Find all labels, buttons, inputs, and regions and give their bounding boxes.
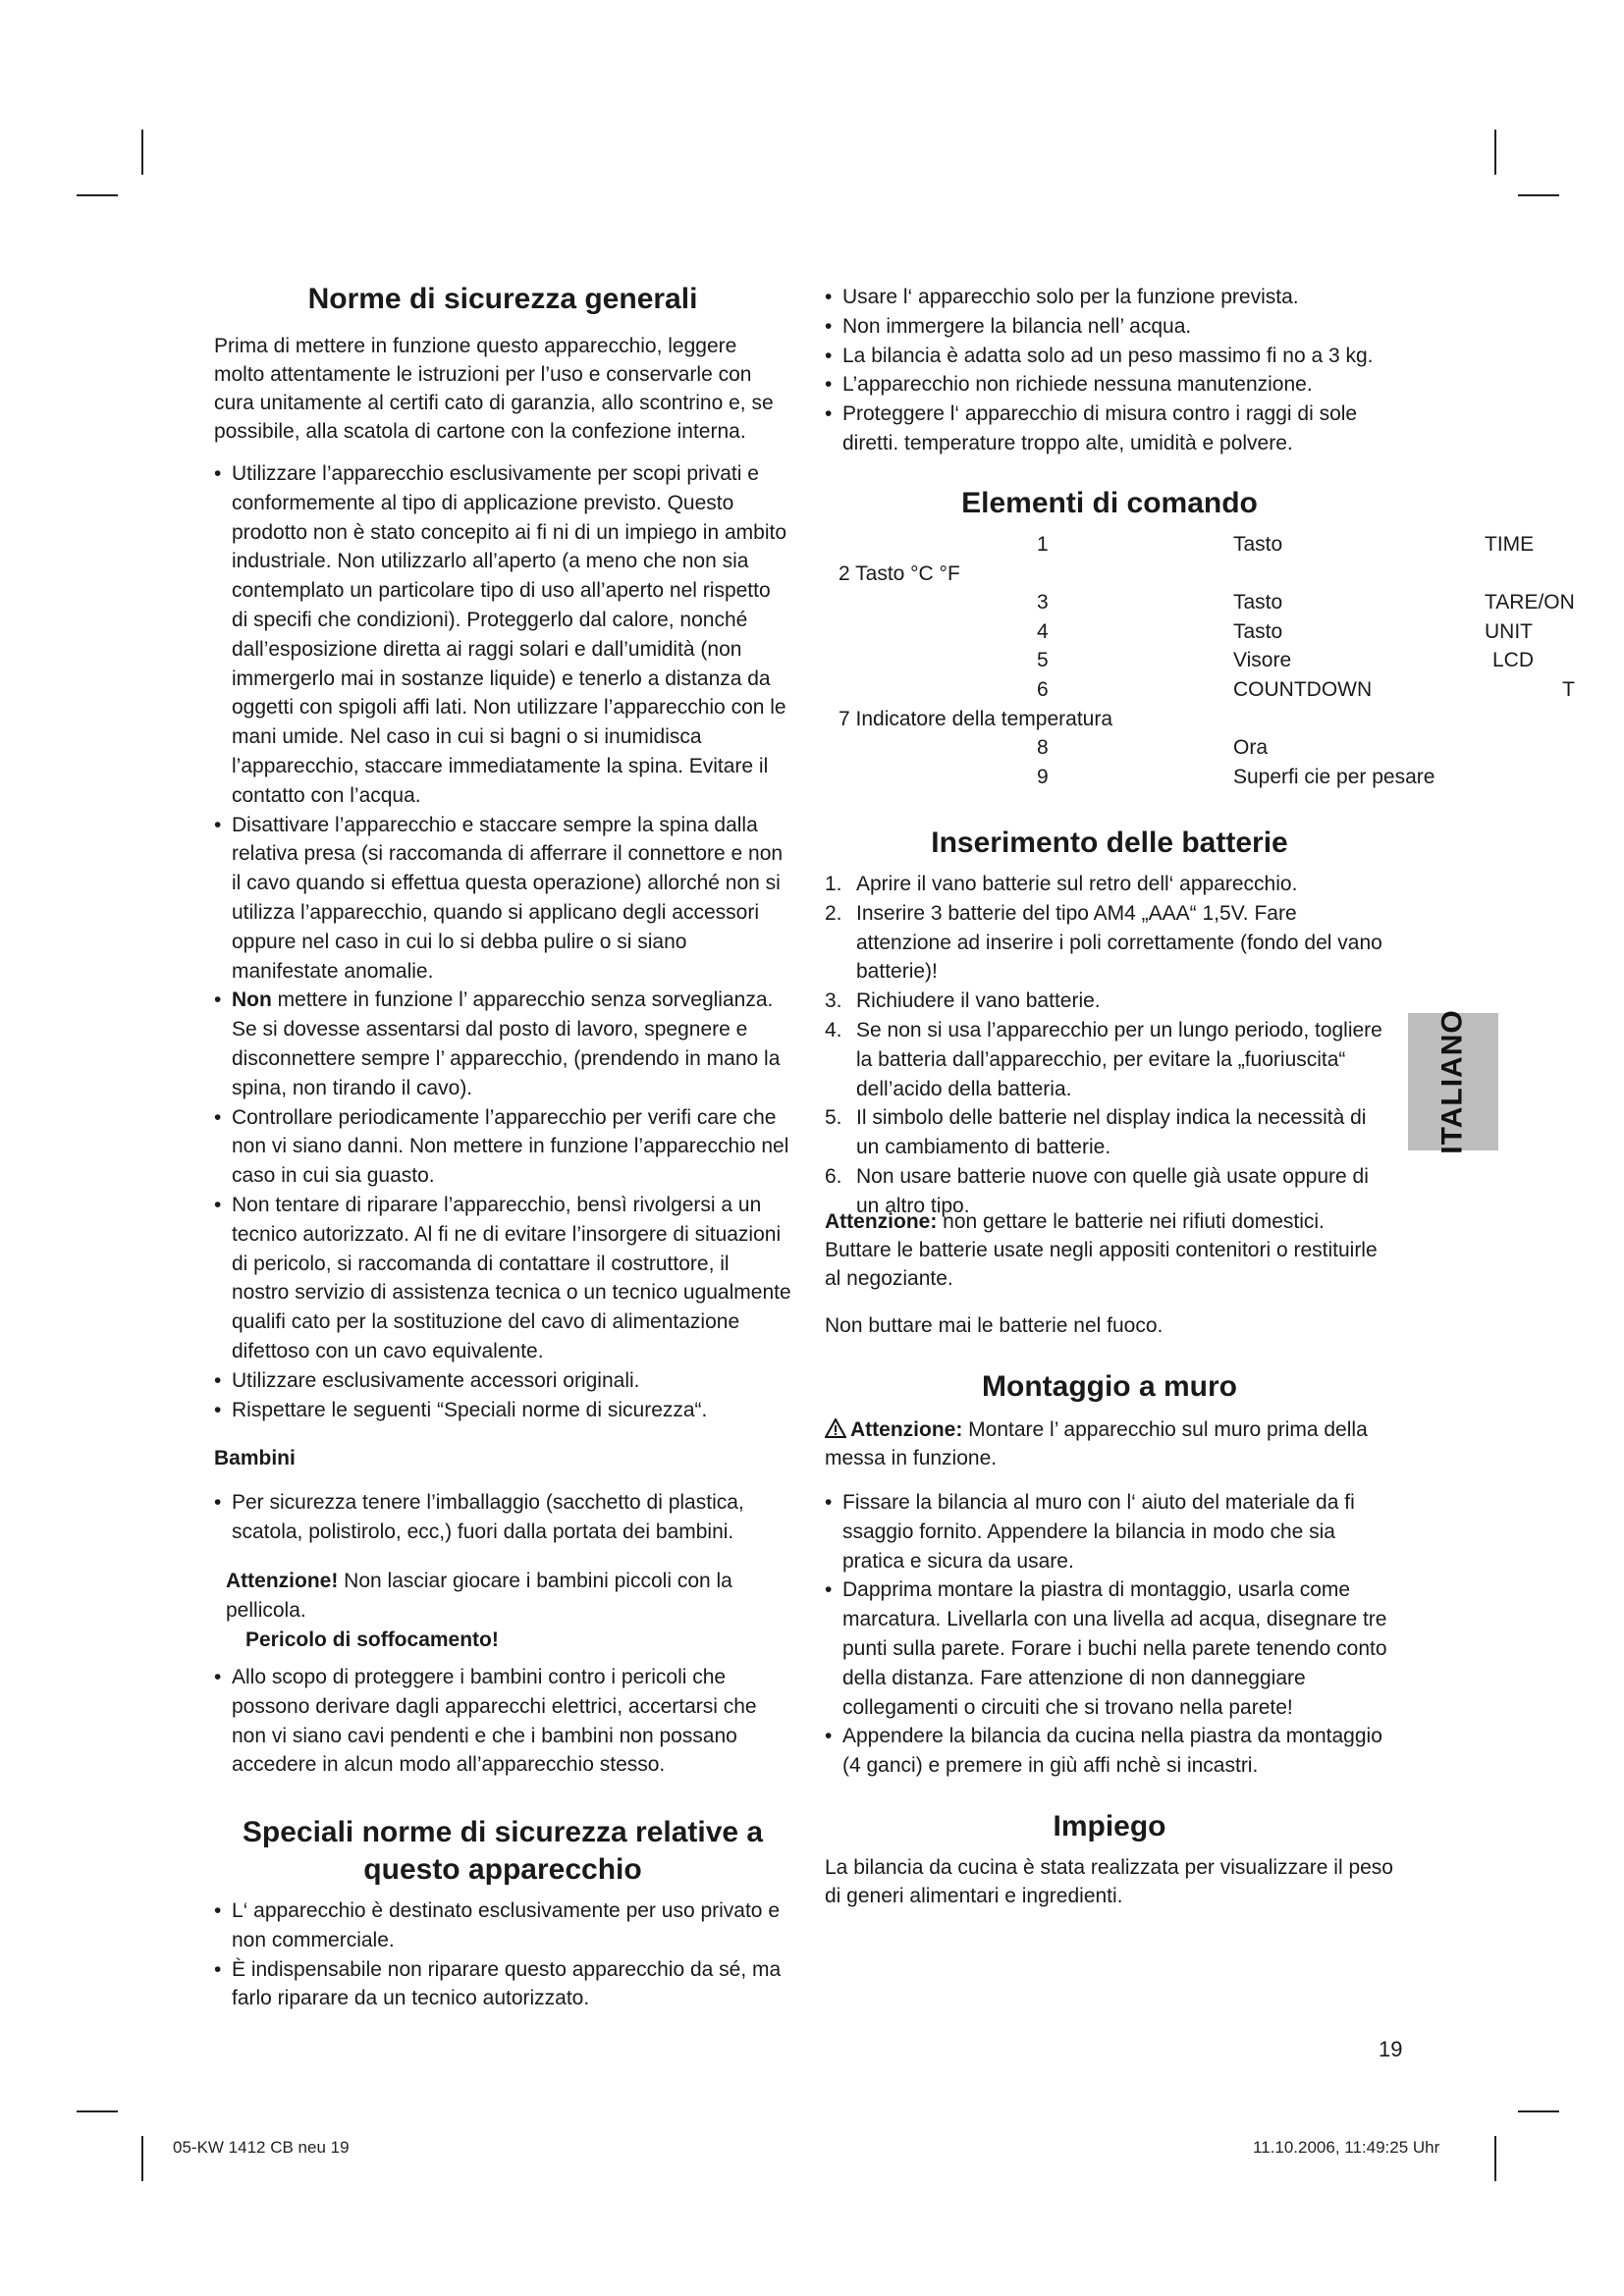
attention-block	[226, 1567, 776, 1654]
list-item: • Non mettere in funzione l’ apparecchio senza sorveglianza. Se si dovesse assentarsi dal posto di lavoro, spegnere e disconnettere sempre l’ apparecchio, (prendendo in mano la spina, non tirando il cavo).	[214, 986, 791, 1102]
list-item: 2. Inserire 3 batterie del tipo AM4 „AAA“ 1,5V. Fare attenzione ad inserire i poli correttamente (fondo del vano batterie)!	[825, 901, 1382, 984]
special-safety-list	[214, 1896, 791, 2013]
crop-mark	[77, 2110, 118, 2112]
list-item: • Non immergere la bilancia nell’ acqua.	[825, 312, 1394, 342]
section-title-special: Speciali norme di sicurezza relative a questo apparecchio	[242, 1816, 764, 1886]
crop-mark	[141, 130, 143, 175]
list-item: • È indispensabile non riparare questo apparecchio da sé, ma farlo riparare da un tecnico autorizzato.	[214, 1955, 791, 2014]
crop-mark	[1494, 2136, 1496, 2181]
section-title-batteries: Inserimento delle batterie	[931, 827, 1288, 859]
list-item: • Disattivare l’apparecchio e staccare sempre la spina dalla relativa presa (si raccomanda di afferrare il connettore e non il cavo quando si effettua questa operazione) allorché non si utilizza l’apparecchio, quando si applicano degli accessori oppure nel caso in cui lo si debba pulire o si siano manifestate anomalie.	[214, 811, 791, 987]
crop-mark	[1494, 130, 1496, 175]
list-item: 1. Aprire il vano batterie sul retro dell‘ apparecchio.	[825, 873, 1298, 895]
crop-mark	[1518, 2110, 1559, 2112]
batteries-steps	[825, 870, 1394, 1221]
list-item: 5. Il simbolo delle batterie nel display indica la necessità di un cambiamento di batterie.	[825, 1106, 1367, 1159]
table-row: 8 Ora	[1037, 736, 1269, 760]
list-item: 4. Se non si usa l’apparecchio per un lungo periodo, togliere la batteria dall’apparecchio, per evitare la „fuoriuscita“ dell’acido della batteria.	[825, 1018, 1382, 1100]
battery-fire-note: Non buttare mai le batterie nel fuoco.	[825, 1314, 1164, 1337]
crop-mark	[77, 194, 118, 196]
general-safety-list	[214, 459, 791, 1424]
table-row: 7 Indicatore della temperatura	[839, 707, 1112, 730]
list-item: • Controllare periodicamente l’apparecchio per verifi care che non vi siano danni. Non mettere in funzione l’apparecchio nel caso in cui sia guasto.	[214, 1103, 791, 1191]
battery-attention: Attenzione: non gettare le batterie nei rifiuti domestici. Buttare le batterie usate negli appositi contenitori o restituirle al negoziante.	[825, 1210, 1378, 1290]
list-item: 3. Richiudere il vano batterie.	[825, 989, 1101, 1013]
section-title-wall: Montaggio a muro	[982, 1370, 1237, 1403]
page-number: 19	[1379, 2037, 1403, 2061]
list-item: • L’apparecchio non richiede nessuna manutenzione.	[825, 370, 1394, 400]
table-row: 5 Visore LCD	[1037, 649, 1535, 672]
language-tab	[1408, 1009, 1498, 1154]
suffocation-warning: Pericolo di soffocamento!	[245, 1628, 499, 1651]
list-item: • Fissare la bilancia al muro con l‘ aiuto del materiale da fi ssaggio fornito. Appendere la bilancia in modo che sia pratica e sicura da usare.	[825, 1488, 1394, 1575]
list-item: • Dapprima montare la piastra di montaggio, usarla come marcatura. Livellarla con una livella ad acqua, disegnare tre punti sulla parete. Forare i buchi nella parete tenendo conto della distanza. Fare attenzione di non danneggiare collegamenti o circuiti che si trovano nella parete!	[825, 1575, 1394, 1722]
controls-table	[825, 530, 1581, 791]
list-item: • Appendere la bilancia da cucina nella piastra da montaggio (4 ganci) e premere in giù affi nchè si incastri.	[825, 1722, 1394, 1781]
list-item: • Utilizzare esclusivamente accessori originali.	[214, 1366, 791, 1396]
usage-list	[825, 283, 1394, 458]
attention-label: Attenzione!	[226, 1570, 339, 1592]
table-row: 9 Superfi cie per pesare	[1037, 765, 1435, 788]
list-item: • Proteggere l‘ apparecchio di misura contro i raggi di sole diretti. temperature troppo alte, umidità e polvere.	[825, 400, 1394, 458]
warning-triangle-icon	[825, 1418, 846, 1438]
crop-mark	[1518, 194, 1559, 196]
list-item: • Non tentare di riparare l’apparecchio, bensì rivolgersi a un tecnico autorizzato. Al fi ne di evitare l’insorgere di situazioni di pericolo, si raccomanda di contattare il costruttore, il nostro servizio di assistenza tecnica o un tecnico ugualmente qualifi cato per la sostituzione del cavo di alimentazione difettoso con un cavo equivalente.	[214, 1191, 791, 1366]
children-list	[214, 1488, 791, 1547]
list-item: • Allo scopo di proteggere i bambini contro i pericoli che possono derivare dagli apparecchi elettrici, accertarsi che non vi siano cavi pendenti e che i bambini non possano accedere in alcun modo all’apparecchio stesso.	[214, 1663, 791, 1780]
footer-left: 05-KW 1412 CB neu 19	[173, 2138, 350, 2157]
section-title-use: Impiego	[1053, 1810, 1166, 1842]
section-title-general: Norme di sicurezza generali	[307, 283, 698, 315]
table-row: 2 Tasto °C °F	[839, 561, 960, 585]
list-item: • Usare l‘ apparecchio solo per la funzione prevista.	[825, 283, 1394, 312]
table-row: 4 Tasto UNIT	[1037, 619, 1533, 643]
wall-attention: Attenzione: Montare l’ apparecchio sul muro prima della messa in funzione.	[825, 1418, 1368, 1469]
list-item: • La bilancia è adatta solo ad un peso massimo fi no a 3 kg.	[825, 342, 1394, 371]
section-title-controls: Elementi di comando	[961, 487, 1258, 519]
children-heading: Bambini	[214, 1447, 296, 1469]
children-list-2	[214, 1663, 791, 1780]
list-item: • Utilizzare l’apparecchio esclusivamente per scopi privati e conformemente al tipo di applicazione previsto. Questo prodotto non è stato concepito ai fi ni di un impiego in ambito industriale. Non utilizzarlo all’aperto (a meno che non sia contemplato un particolare tipo di uso all’aperto nel rispetto di specifi che condizioni). Proteggerlo dal calore, nonché dall’esposizione diretta ai raggi solari e dall’umidità (non immergerlo mai in sostanze liquide) e tenerlo a distanza da oggetti con spigoli affi lati. Non utilizzare l’apparecchio con le mani umide. Nel caso in cui si bagni o si inumidisca l’apparecchio, staccare immediatamente la spina. Evitare il contatto con l’acqua.	[214, 459, 791, 811]
use-text: La bilancia da cucina è stata realizzata per visualizzare il peso di generi alimentari e ingredienti.	[825, 1856, 1393, 1907]
footer-right: 11.10.2006, 11:49:25 Uhr	[1253, 2138, 1440, 2157]
table-row: 6 COUNTDOWN T	[1037, 677, 1575, 701]
language-tab-label: ITALIANO	[1436, 1009, 1469, 1154]
list-item: • L‘ apparecchio è destinato esclusivamente per uso privato e non commerciale.	[214, 1896, 791, 1955]
attention-text: Non lasciar giocare i bambini piccoli con la pellicola.	[226, 1570, 732, 1622]
list-item: 6. Non usare batterie nuove con quelle già usate oppure di un altro tipo.	[825, 1164, 1369, 1217]
table-row: 3 Tasto TARE/ON	[1037, 591, 1575, 614]
intro-text: Prima di mettere in funzione questo apparecchio, leggere molto attentamente le istruzioni per l’uso e conservarle con cura unitamente al certifi cato di garanzia, allo scontrino e, se possibile, alla scatola di cartone con la confezione interna.	[214, 335, 774, 443]
list-item: • Per sicurezza tenere l’imballaggio (sacchetto di plastica, scatola, polistirolo, ecc,) fuori dalla portata dei bambini.	[214, 1488, 791, 1547]
wall-mount-list	[825, 1488, 1394, 1781]
crop-mark	[141, 2136, 143, 2181]
list-item: • Rispettare le seguenti “Speciali norme di sicurezza“.	[214, 1396, 791, 1425]
table-row: 1 Tasto TIME	[1037, 533, 1535, 556]
